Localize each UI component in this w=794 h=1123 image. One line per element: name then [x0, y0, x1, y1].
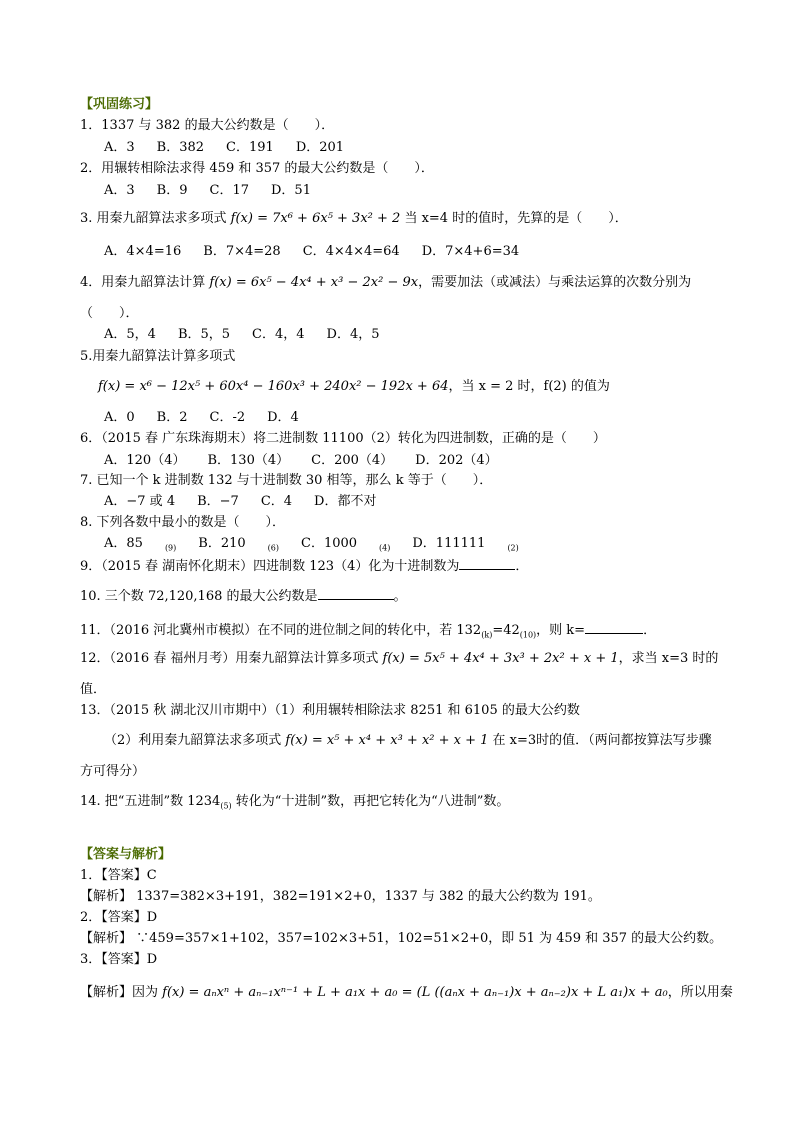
- question-11: 11．（2016 河北冀州市模拟）在不同的进位制之间的转化中，若 $132_{(k)}=42_{(10)}$，则 k= ．: [80, 623, 657, 640]
- option: B．130（4）: [207, 453, 290, 468]
- question-5-options: [104, 410, 321, 426]
- analysis-2: 【解析】 ∵459=357×1+102，357=102×3+51，102=51×2+0，即 51 为 459 和 357 的最大公约数。: [80, 931, 723, 946]
- question-4: [80, 275, 691, 291]
- option: B．9: [156, 183, 188, 198]
- option: C．1000 $_{(4)}$: [301, 536, 391, 553]
- question-4-continued: （ ）．: [80, 306, 139, 321]
- analysis-1: 【解析】 1337=382×3+191，382=191×2+0，1337 与 382 的最大公约数为 191。: [80, 889, 601, 904]
- option: B．7×4=28: [203, 244, 281, 259]
- option: A．0: [104, 410, 135, 425]
- option: D．都不对: [314, 494, 377, 509]
- option: C．191: [226, 140, 274, 155]
- question-3-text: 3. 用秦九韶算法求多项式: [80, 211, 231, 226]
- option: C．4，4: [252, 327, 305, 342]
- question-13-continued: 方可得分）: [80, 764, 146, 779]
- question-8: 8. 下列各数中最小的数是（ ）．: [80, 515, 286, 530]
- option: B．382: [156, 140, 205, 155]
- answer-blank[interactable]: [585, 621, 643, 634]
- question-4-formula: f(x) = 6x⁵ − 4x⁴ + x³ − 2x² − 9x: [209, 275, 419, 290]
- analysis-3: 【解析】因为 f(x) = aₙxⁿ + aₙ₋₁xⁿ⁻¹ + L + a₁x + a₀ = (L ((aₙx + aₙ₋₁)x + aₙ₋₂)x + L a₁)x + a₀，所以用秦: [80, 985, 733, 1000]
- question-5: 5.用秦九韶算法计算多项式: [80, 349, 236, 364]
- option: D．7×4+6=34: [421, 244, 520, 259]
- answer-3: 3．【答案】D: [80, 952, 158, 967]
- question-12-formula: f(x) = 5x⁵ + 4x⁴ + 3x³ + 2x² + x + 1: [382, 651, 619, 666]
- question-6-options: [104, 453, 520, 469]
- question-11-text: 11．（2016 河北冀州市模拟）在不同的进位制之间的转化中，若 132: [80, 623, 482, 638]
- question-4-options: [104, 327, 402, 343]
- question-3-tail: 当 x=4 时的值时，先算的是（ ）．: [400, 211, 628, 226]
- option: A．3: [104, 140, 135, 155]
- question-12-text: 12．（2016 春 福州月考）用秦九韶算法计算多项式: [80, 651, 383, 666]
- question-9: 9．（2015 春 湖南怀化期末）四进制数 123（4）化为十进制数为 ．: [80, 559, 529, 574]
- option: D．51: [271, 183, 311, 198]
- option: A．3: [104, 183, 135, 198]
- option: B．5，5: [177, 327, 231, 342]
- option: C．4×4×4=64: [302, 244, 400, 259]
- question-10: 10. 三个数 72,120,168 的最大公约数是 。: [80, 589, 407, 604]
- question-5-tail: ，当 x = 2 时，f(2) 的值为: [448, 379, 610, 394]
- option: D．4，5: [326, 327, 380, 342]
- question-13-formula: f(x) = x⁵ + x⁴ + x³ + x² + x + 1: [285, 733, 489, 748]
- option: A．−7 或 4: [104, 494, 176, 509]
- analysis-3-formula: f(x) = aₙxⁿ + aₙ₋₁xⁿ⁻¹ + L + a₁x + a₀ = (L ((aₙx + aₙ₋₁)x + aₙ₋₂)x + L a₁)x + a₀: [162, 985, 668, 1000]
- option: A．85 $_{(9)}$: [104, 536, 177, 553]
- question-5-formula-line: [98, 379, 610, 395]
- option: D．202（4）: [415, 453, 498, 468]
- option: A．5，4: [104, 327, 156, 342]
- option: D．201: [295, 140, 345, 155]
- question-10-text: 10. 三个数 72,120,168 的最大公约数是: [80, 589, 318, 604]
- question-5-formula: f(x) = x⁶ − 12x⁵ + 60x⁴ − 160x³ + 240x² − 192x + 64: [98, 379, 449, 394]
- question-2: 2．用辗转相除法求得 459 和 357 的最大公约数是（ ）．: [80, 161, 434, 176]
- question-7-options: [104, 494, 398, 510]
- answer-blank[interactable]: [318, 587, 394, 600]
- question-12: 12．（2016 春 福州月考）用秦九韶算法计算多项式 f(x) = 5x⁵ + 4x⁴ + 3x³ + 2x² + x + 1，求当 x=3 时的: [80, 651, 719, 666]
- question-1-options: [104, 140, 366, 156]
- answer-blank[interactable]: [459, 557, 515, 570]
- question-2-options: [104, 183, 333, 199]
- question-13-part-2: （2）利用秦九韶算法求多项式 f(x) = x⁵ + x⁴ + x³ + x² + x + 1 在 x=3时的值．（两问都按算法写步骤: [104, 733, 712, 748]
- option: A．4×4=16: [104, 244, 182, 259]
- option: D．4: [267, 410, 299, 425]
- question-3-options: [104, 244, 541, 260]
- question-13: 13．（2015 秋 湖北汉川市期中）（1）利用辗转相除法求 8251 和 6105 的最大公约数: [80, 703, 580, 718]
- question-1: 1．1337 与 382 的最大公约数是（ ）．: [80, 118, 335, 133]
- answers-header: 【答案与解析】: [80, 847, 172, 862]
- answer-2: 2．【答案】D: [80, 910, 158, 925]
- option: B．−7: [197, 494, 239, 509]
- option: A．120（4）: [104, 453, 186, 468]
- question-4-tail: ，需要加法（或减法）与乘法运算的次数分别为: [418, 275, 692, 290]
- question-12-continued: 值．: [80, 682, 107, 697]
- option: B．210 $_{(6)}$: [198, 536, 279, 553]
- option: B．2: [156, 410, 188, 425]
- question-8-options: [104, 536, 541, 557]
- practice-header: 【巩固练习】: [80, 97, 159, 112]
- question-3-formula: f(x) = 7x⁶ + 6x⁵ + 3x² + 2: [230, 211, 401, 226]
- option: C．4: [260, 494, 293, 509]
- option: C．17: [209, 183, 249, 198]
- question-9-text: 9．（2015 春 湖南怀化期末）四进制数 123（4）化为十进制数为: [80, 559, 460, 574]
- question-3: [80, 211, 628, 227]
- question-7: 7. 已知一个 k 进制数 132 与十进制数 30 相等，那么 k 等于（ ）．: [80, 473, 493, 488]
- option: D．111111 $_{(2)}$: [412, 536, 519, 553]
- question-6: 6．（2015 春 广东珠海期末）将二进制数 11100（2）转化为四进制数，正确的是（ ）: [80, 431, 606, 446]
- option: C．-2: [209, 410, 246, 425]
- question-4-text: 4．用秦九韶算法计算: [80, 275, 210, 290]
- question-14: 14. 把“五进制”数 $1234_{(5)}$ 转化为“十进制”数，再把它转化为“八进制”数。: [80, 794, 510, 811]
- option: C．200（4）: [311, 453, 394, 468]
- answer-1: 1．【答案】C: [80, 868, 157, 883]
